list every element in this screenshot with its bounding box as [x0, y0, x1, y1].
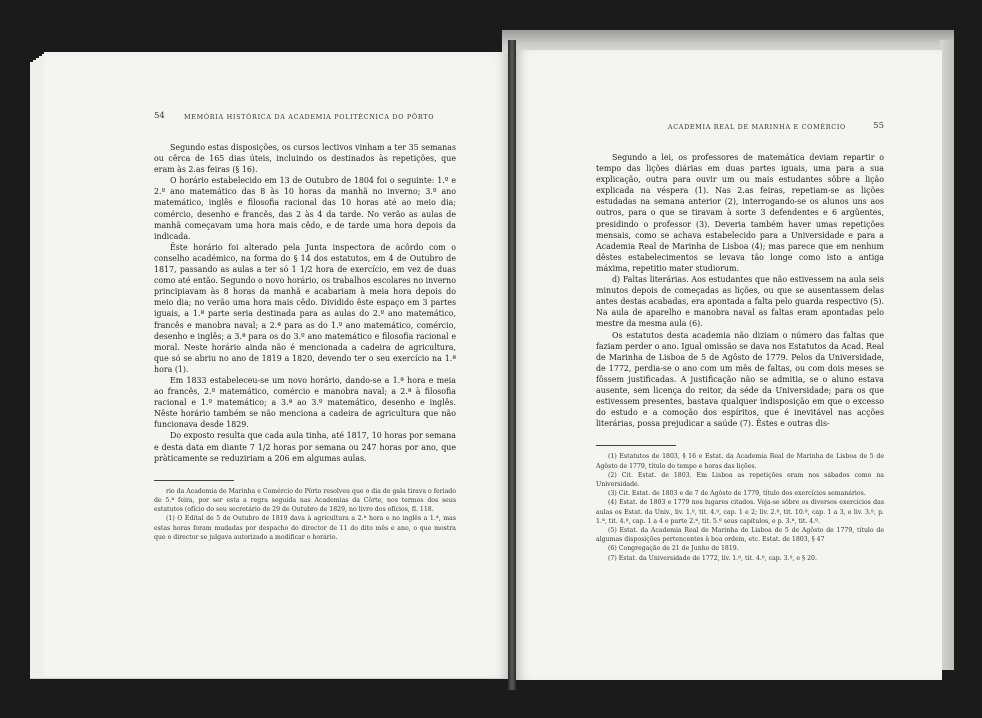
footnote: (1) Estatutos de 1803, § 16 e Estat. da Academia Real de Marinha de Lisboa de 5 de Agôsto de 1779, título do tempo e horas das lições.	[596, 453, 884, 470]
footnote: rio da Academia de Marinha e Comércio do Pôrto resolveu que o dia de gala tirava o feriado de 5.ª feira, por ser esta a regra seguida nas Academias da Côrte, nos termos dos seus estatutos (ofício do seu secretário de 29 de Outubro de 1829, no livro dos ofícios, fl. 118.	[154, 487, 456, 514]
right-running-head	[596, 122, 884, 136]
left-footnotes	[154, 487, 456, 542]
paragraph: Segundo a lei, os professores de matemática deviam repartir o tempo das lições diárias em duas partes iguais, uma para a sua explicação, outra para ouvir um ou mais estudantes sôbre a lição explicada na véspera (1). Nas 2.as feiras, repetiam-se as lições estudadas na semana anterior (2), interrogando-se os alunos uns aos outros, para o que se tiravam à sorte 3 defendentes e 6 argüentes, presidindo o professor (3). Deveria também haver umas repetições mensais, como se achava estabelecido para a Universidade e para a Academia Real de Marinha de Lisboa (4); mas parece que em nenhum dêstes estabelecimentos se levava tão longe como isto a antiga máxima, repetitio mater studiorum.	[596, 153, 884, 273]
paragraph: O horário estabelecido em 13 de Outubro de 1804 foi o seguinte: 1.º e 2.º ano matemático das 8 às 10 horas da manhã no inverno; 3.º ano matemático, inglês e filosofia racional das 10 horas até ao meio dia; comércio, desenho e francês, das 2 às 4 da tarde. No verão as aulas de manhã começavam uma hora mais cêdo, e de tarde uma hora depois da indicada.	[154, 176, 456, 241]
paragraph: d) Faltas literárias. Aos estudantes que não estivessem na aula seis minutos depois de começadas as lições, ou que se ausentassem delas antes destas acabadas, era apontada a falta pelo guarda respectivo (5). Na aula de aparelho e manobra naval as faltas eram apontadas pelo mestre da mesma aula (6).	[596, 275, 884, 329]
footnote: (1) O Edital de 5 de Outubro de 1819 dava à agricultura a 2.ª hora e no inglês a 1.ª, mas estas horas foram mudadas por despacho do director de 11 do dito mês e ano, o que mostra que o director se julgava autorizado a modificar o horário.	[154, 515, 456, 541]
footnote: (6) Congregação de 21 de Junho de 1819.	[608, 545, 739, 553]
footnote: (4) Estat. de 1803 e 1779 nos lugares citados. Veja-se sôbre os diversos exercícios das aulas os Estat. da Univ., liv. 1.º, tit. 4.º, cap. 1 e 2; liv. 2.º, tit. 10.º, cap. 1 a 3, e liv. 3.º, p. 1.ª, tit. 4.º, cap. 1 a 4 e parte 2.ª, tit. 5.º seus capítulos, e p. 3.ª, tit. 4.º.	[596, 499, 884, 525]
left-page-number: 54	[154, 111, 165, 121]
right-body-text	[596, 152, 884, 429]
right-running-head-title: ACADEMIA REAL DE MARINHA E COMÉRCIO	[667, 123, 846, 131]
paragraph: Os estatutos desta academia não diziam o número das faltas que faziam perder o ano. Igual omissão se dava nos Estatutos da Acad. Real de Marinha de Lisboa de 5 de Agôsto de 1779. Pelos da Universidade, de 1772, perdia-se o ano com um mês de faltas, ou com dois meses se fôssem justificadas. A justificação não se admitia, se o aluno estava ausente, sem licença do reitor, da séde da Universidade; para os que estivessem presentes, bastava qualquer indisposição em que o excesso do estudo e a comoção dos espíritos, que é inevitável nas acções literárias, possa prejudicar a saúde (7). Êstes e outras dis-	[596, 330, 884, 429]
footnote: (2) Cit. Estat. de 1803. Em Lisboa as repetições eram nos sábados como na Universidade.	[596, 471, 884, 488]
footnote: (5) Estat. da Academia Real de Marinha de Lisboa de 5 de Agôsto de 1779, título de algumas disposições pertencentes à boa ordem, etc. Estat. de 1803, § 47	[596, 526, 884, 544]
left-running-head	[154, 112, 456, 126]
footnote-divider	[154, 480, 234, 481]
right-footnotes	[596, 452, 884, 562]
footnote: (7) Estat. da Universidade de 1772, liv. 1.º, tit. 4.º, cap. 3.º, e § 20.	[608, 554, 817, 562]
paragraph: Em 1833 estabeleceu-se um novo horário, dando-se a 1.ª hora e meia ao francês, 2.º matemático, comércio e manobra naval; a 2.ª à filosofia racional e 1.º matemático; a 3.ª ao 3.º matemático, desenho e inglês. Nêste horário também se não menciona a cadeira de agricultura que não funcionava desde 1829.	[154, 375, 456, 430]
book-gutter	[508, 40, 516, 690]
paragraph: Segundo estas disposições, os cursos lectivos vinham a ter 35 semanas ou cêrca de 165 dias úteis, incluindo os destinados às repetições, que eram às 2.as feiras (§ 16).	[154, 143, 456, 175]
left-body-text	[154, 142, 456, 464]
footnote-divider	[596, 445, 676, 446]
left-running-head-title: MEMÓRIA HISTÓRICA DA ACADEMIA POLITÉCNICA DO PÔRTO	[184, 113, 435, 121]
left-page	[44, 52, 512, 678]
paragraph: Êste horário foi alterado pela Junta inspectora de acôrdo com o conselho académico, na forma do § 14 dos estatutos, em 4 de Outubro de 1817, passando as aulas a ter só 1 1/2 hora de exercício, em vez de duas como até então. Segundo o novo horário, os trabalhos escolares no inverno principiavam às 8 horas da manhã e acabariam à meia hora depois do meio dia; no verão uma hora mais cêdo. Dividido êste espaço em 3 partes iguais, a 1.ª parte seria destinada para as aulas do 2.º ano matemático, francês e manobra naval; a 2.ª para as do 1.º ano matemático, comércio, desenho e inglês; a 3.ª para os do 3.º ano matemático e filosofia racional e moral. Neste horário ainda não é mencionada a cadeira de agricultura, que só se abriu no ano de 1819 a 1820, devendo ter o seu exercício na 1.ª hora (1).	[154, 242, 456, 374]
paragraph: Do exposto resulta que cada aula tinha, até 1817, 10 horas por semana e desta data em diante 7 1/2 horas por semana ou 247 horas por ano, que pràticamente se reduziriam a 206 em algumas aulas.	[154, 431, 456, 463]
right-page-number: 55	[873, 121, 884, 131]
right-page-side-edges	[940, 40, 954, 670]
right-page	[512, 50, 942, 680]
footnote: (3) Cit. Estat. de 1803 e de 7 de Agôsto de 1779, título dos exercícios semanários.	[608, 490, 866, 498]
